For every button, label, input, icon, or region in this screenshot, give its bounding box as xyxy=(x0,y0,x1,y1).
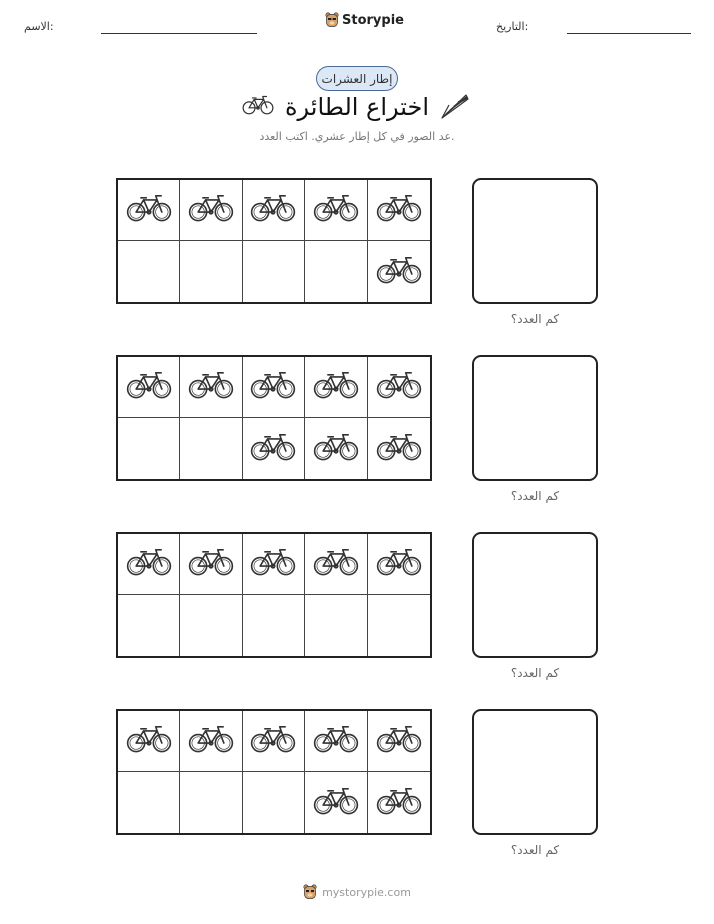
frame-cell xyxy=(243,595,305,656)
frame-cell xyxy=(180,241,242,302)
frame-cell xyxy=(243,534,305,595)
frame-cell xyxy=(305,418,367,479)
date-label: التاريخ: xyxy=(496,20,529,33)
bicycle-icon xyxy=(188,370,234,404)
bicycle-icon xyxy=(313,724,359,758)
brand-logo xyxy=(325,12,404,28)
ten-frame xyxy=(116,709,432,835)
bicycle-icon xyxy=(376,786,422,820)
answer-box[interactable] xyxy=(472,355,598,481)
storypie-mascot-icon xyxy=(303,884,317,900)
date-line[interactable] xyxy=(567,33,691,34)
bicycle-icon xyxy=(188,547,234,581)
bicycle-icon xyxy=(376,193,422,227)
footer xyxy=(0,884,714,900)
bicycle-icon xyxy=(313,786,359,820)
frame-cell xyxy=(118,241,180,302)
bicycle-icon xyxy=(126,547,172,581)
frame-cell xyxy=(180,180,242,241)
footer-url: mystorypie.com xyxy=(322,885,411,899)
bicycle-icon xyxy=(188,724,234,758)
bicycle-icon xyxy=(376,432,422,466)
frame-cell xyxy=(118,357,180,418)
frame-cell xyxy=(305,772,367,833)
frame-cell xyxy=(243,418,305,479)
frame-cell xyxy=(368,418,430,479)
frame-cell xyxy=(180,772,242,833)
bicycle-icon xyxy=(250,193,296,227)
frame-cell xyxy=(305,180,367,241)
frame-cell xyxy=(243,357,305,418)
topic-tag: إطار العشرات xyxy=(316,66,398,91)
frame-cell xyxy=(243,241,305,302)
frame-cell xyxy=(180,357,242,418)
bicycle-icon xyxy=(376,724,422,758)
storypie-mascot-icon xyxy=(325,12,339,28)
ten-frame xyxy=(116,532,432,658)
frame-cell xyxy=(305,595,367,656)
bicycle-icon xyxy=(313,370,359,404)
frame-cell xyxy=(368,711,430,772)
bicycle-icon xyxy=(376,547,422,581)
bicycle-icon xyxy=(376,255,422,289)
frame-cell xyxy=(243,772,305,833)
frame-cell xyxy=(243,180,305,241)
ten-frame xyxy=(116,355,432,481)
frame-cell xyxy=(118,534,180,595)
frame-cell xyxy=(305,534,367,595)
frame-cell xyxy=(305,357,367,418)
frame-cell xyxy=(118,418,180,479)
frame-cell xyxy=(118,711,180,772)
bicycle-icon xyxy=(376,370,422,404)
frame-cell xyxy=(180,534,242,595)
name-label: الاسم: xyxy=(24,20,54,33)
count-prompt: كم العدد؟ xyxy=(510,489,560,503)
bicycle-icon xyxy=(250,724,296,758)
count-prompt: كم العدد؟ xyxy=(510,843,560,857)
glider-icon xyxy=(439,91,469,121)
bicycle-icon xyxy=(250,547,296,581)
frame-cell xyxy=(118,595,180,656)
bicycle-icon xyxy=(313,193,359,227)
frame-cell xyxy=(305,241,367,302)
frame-cell xyxy=(243,711,305,772)
bicycle-icon xyxy=(250,370,296,404)
brand-name: Storypie xyxy=(342,12,404,28)
frame-cell xyxy=(118,180,180,241)
bicycle-icon xyxy=(126,370,172,404)
frame-cell xyxy=(305,711,367,772)
frame-cell xyxy=(180,418,242,479)
frame-cell xyxy=(368,534,430,595)
frame-cell xyxy=(368,180,430,241)
bicycle-icon xyxy=(313,432,359,466)
instructions: عد الصور في كل إطار عشري. اكتب العدد. xyxy=(259,130,455,143)
frame-cell xyxy=(180,711,242,772)
answer-box[interactable] xyxy=(472,178,598,304)
answer-box[interactable] xyxy=(472,532,598,658)
answer-box[interactable] xyxy=(472,709,598,835)
frame-cell xyxy=(180,595,242,656)
bicycle-icon xyxy=(250,432,296,466)
bicycle-icon xyxy=(126,193,172,227)
ten-frame xyxy=(116,178,432,304)
count-prompt: كم العدد؟ xyxy=(510,312,560,326)
frame-cell xyxy=(368,357,430,418)
frame-cell xyxy=(368,241,430,302)
page-title: اختراع الطائرة xyxy=(284,93,430,121)
bicycle-icon xyxy=(313,547,359,581)
frame-cell xyxy=(118,772,180,833)
bicycle-icon xyxy=(126,724,172,758)
count-prompt: كم العدد؟ xyxy=(510,666,560,680)
name-line[interactable] xyxy=(101,33,257,34)
frame-cell xyxy=(368,772,430,833)
bicycle-icon xyxy=(188,193,234,227)
frame-cell xyxy=(368,595,430,656)
